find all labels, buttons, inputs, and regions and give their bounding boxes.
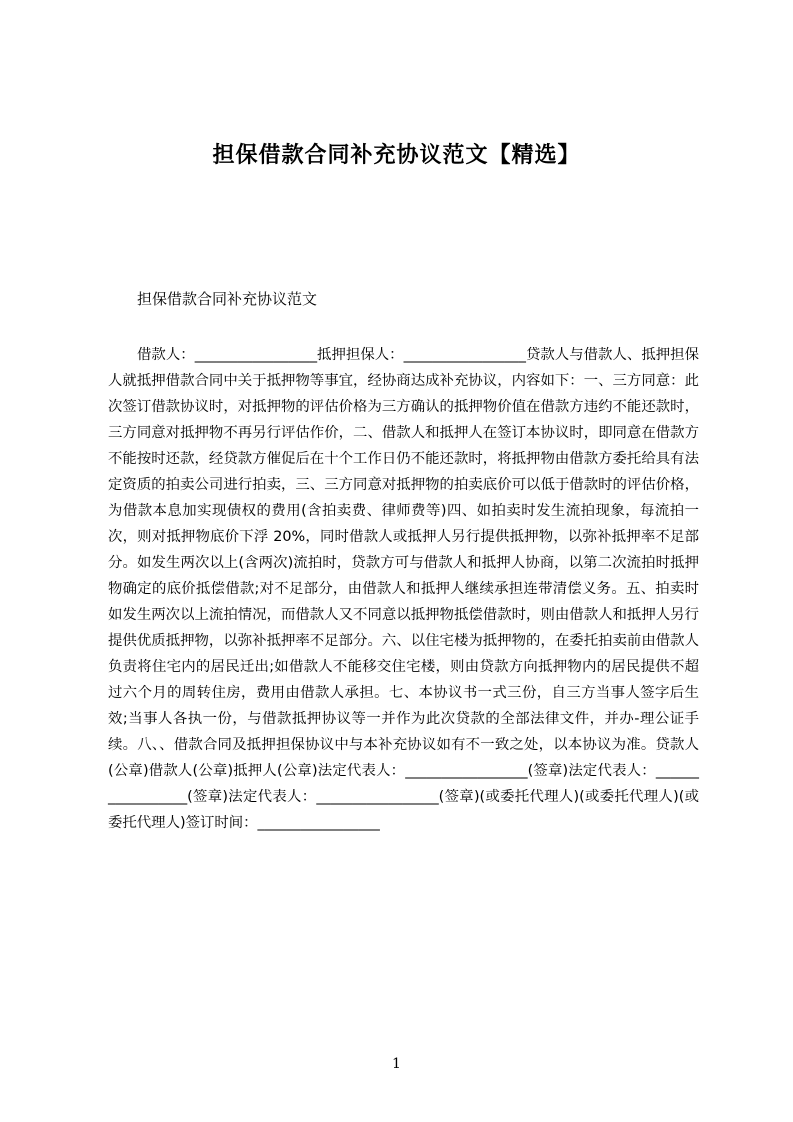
document-title: 担保借款合同补充协议范文【精选】 — [212, 143, 581, 168]
document-subtitle: 担保借款合同补充协议范文 — [137, 290, 318, 308]
body-paragraph: 借款人：_________________抵押担保人：_________________贷款人与借款人、抵押担保人就抵押借款合同中关于抵押物等事宜，经协商达成补充协议，内容如下：一、三方同意：此次签订借款协议时，对抵押物的评估价格为三方确认的抵押物价值在借款方违约不能还款时，三方同意对抵押物不再另行评估作价，二、借款人和抵押人在签订本协议时，即同意在借款方不能按时还款，经贷款方催促后在十个工作日仍不能还款时，将抵押物由借款方委托给具有法定资质的拍卖公司进行拍卖，三、三方同意对抵押物的拍卖底价可以低于借款时的评估价格，为借款本息加实现债权的费用(含拍卖费、律师费等)四、如拍卖时发生流拍现象，每流拍一次，则对抵押物底价下浮 20%，同时借款人或抵押人另行提供抵押物，以弥补抵押率不足部分。如发生两次以上(含两次)流拍时，贷款方可与借款人和抵押人协商，以第二次流拍时抵押物确定的底价抵偿借款;对不足部分，由借款人和抵押人继续承担连带清偿义务。五、拍卖时如发生两次以上流拍情况，而借款人又不同意以抵押物抵偿借款时，则由借款人和抵押人另行提供优质抵押物，以弥补抵押率不足部分。六、以住宅楼为抵押物的，在委托拍卖前由借款人负责将住宅内的居民迁出;如借款人不能移交住宅楼，则由贷款方向抵押物内的居民提供不超过六个月的周转住房，费用由借款人承担。七、本协议书一式三份，自三方当事人签字后生效;当事人各执一份，与借款抵押协议等一并作为此次贷款的全部法律文件，并办-理公证手续。八、、借款合同及抵押担保协议中与本补充协议如有不一致之处，以本协议为准。贷款人(公章)借款人(公章)抵押人(公章)法定代表人：_________________(签章)法定代表人：_________________(签章)法定代表人：_________________(签章)(或委托代理人)(或委托代理人)(或委托代理人)签订时间：_________________ — [108, 347, 699, 831]
page-number: 1 — [392, 1056, 401, 1072]
